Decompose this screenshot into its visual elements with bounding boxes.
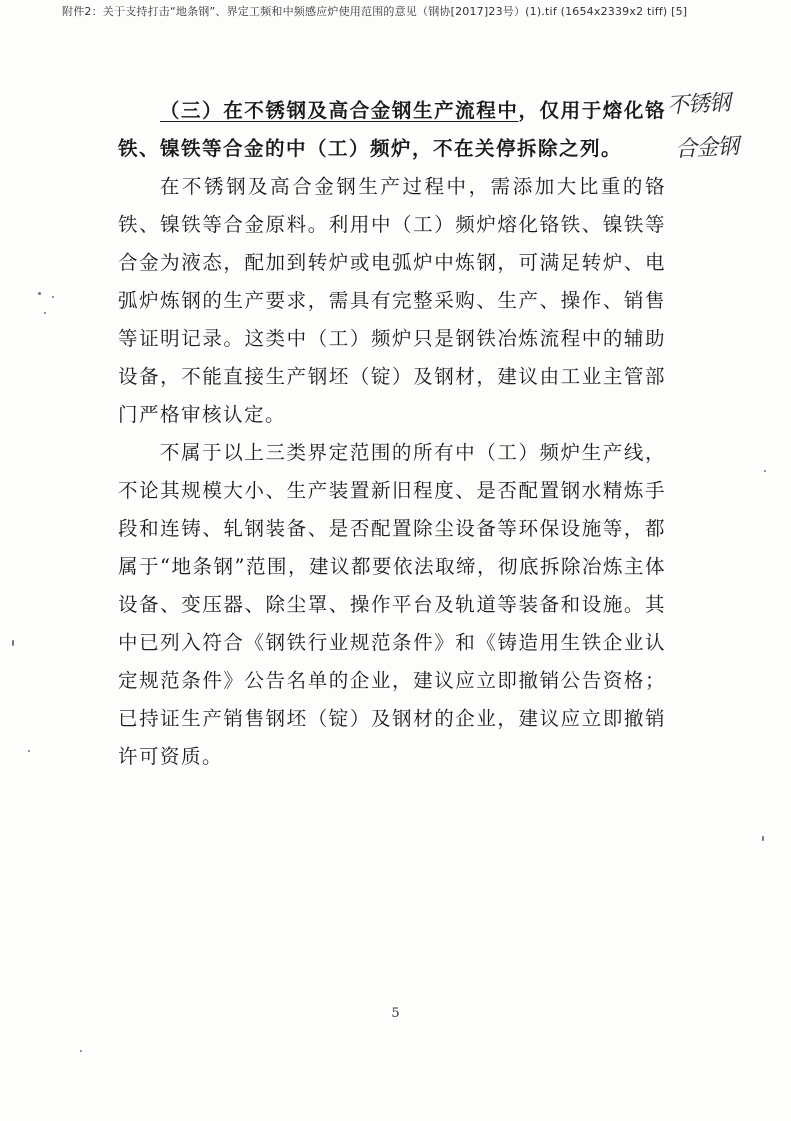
scan-header: 附件2：关于支持打击“地条钢”、界定工频和中频感应炉使用范围的意见（钢协[2017]23号）(1).tif (1654x2339x2 tiff) [5] [62, 5, 688, 18]
scan-speck [80, 1050, 82, 1052]
section-heading-underlined: （三）在不锈钢及高合金钢生产流程中 [159, 99, 519, 122]
paragraph-1: 在不锈钢及高合金钢生产过程中，需添加大比重的铬铁、镍铁等合金原料。利用中（工）频炉熔化铬铁、镍铁等合金为液态，配加到转炉或电弧炉中炼钢，可满足转炉、电弧炉炼钢的生产要求，需具有完整采购、生产、操作、销售等证明记录。这类中（工）频炉只是钢铁冶炼流程中的辅助设备，不能直接生产钢坯（锭）及钢材，建议由工业主管部门严格审核认定。 [118, 175, 666, 426]
section-heading [118, 92, 666, 168]
document-body [118, 92, 666, 776]
scan-speck [764, 470, 766, 472]
section-heading-rest: ，仅用于熔化铬铁、镍铁等合金的中（工）频炉，不在关停拆除之列。 [118, 99, 666, 160]
scan-speck [38, 292, 41, 295]
scan-speck [12, 640, 14, 646]
page-number: 5 [391, 1006, 400, 1021]
scan-speck [52, 296, 54, 298]
scan-speck [44, 312, 46, 314]
scan-speck [28, 750, 30, 752]
handwritten-margin-note [666, 79, 780, 173]
scan-speck [762, 836, 764, 841]
margin-note-line-2: 合金钢 [674, 134, 739, 163]
paragraph-2: 不属于以上三类界定范围的所有中（工）频炉生产线，不论其规模大小、生产装置新旧程度、是否配置钢水精炼手段和连铸、轧钢装备、是否配置除尘设备等环保设施等，都属于“地条钢”范围，建议都要依法取缔，彻底拆除冶炼主体设备、变压器、除尘罩、操作平台及轨道等装备和设施。其中已列入符合《钢铁行业规范条件》和《铸造用生铁企业认定规范条件》公告名单的企业，建议应立即撤销公告资格；已持证生产销售钢坯（锭）及钢材的企业，建议应立即撤销许可资质。 [118, 441, 666, 768]
margin-note-line-1: 不锈钢 [666, 90, 731, 119]
